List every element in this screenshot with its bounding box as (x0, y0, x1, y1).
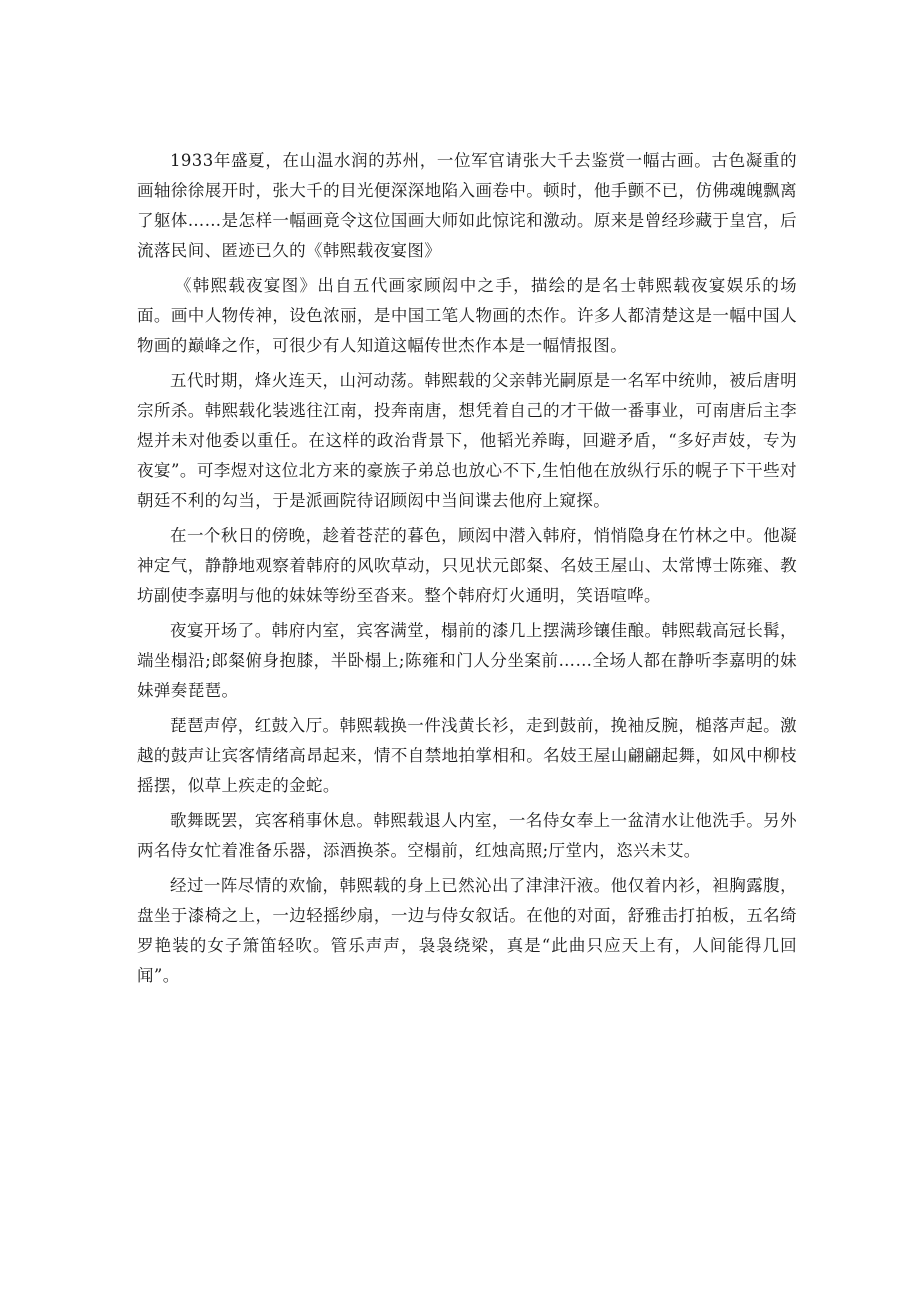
paragraph-8: 经过一阵尽情的欢愉，韩熙载的身上已然沁出了津津汗液。他仅着内衫，袒胸露腹，盘坐于漆椅之上，一边轻摇纱扇，一边与侍女叙话。在他的对面，舒雅击打拍板，五名绮罗艳装的女子箫笛轻吹。管乐声声，袅袅绕梁，真是“此曲只应天上有，人间能得几回闻”。 (137, 876, 797, 985)
paragraph-6: 琵琶声停，红鼓入厅。韩熙载换一件浅黄长衫，走到鼓前，挽袖反腕，槌落声起。激越的鼓声让宾客情绪高昂起来，情不自禁地拍掌相和。名妓王屋山翩翩起舞，如风中柳枝摇摆，似草上疾走的金蛇。 (137, 716, 797, 795)
paragraph-5: 夜宴开场了。韩府内室，宾客满堂，榻前的漆几上摆满珍镶佳酿。韩熙载高冠长髯，端坐榻沿;郎粲俯身抱膝，半卧榻上;陈雍和门人分坐案前……全场人都在静听李嘉明的妹妹弹奏琵琶。 (137, 621, 797, 700)
paragraph-2: 《韩熙载夜宴图》出自五代画家顾闳中之手，描绘的是名士韩熙载夜宴娱乐的场面。画中人物传神，设色浓丽，是中国工笔人物画的杰作。许多人都清楚这是一幅中国人物画的巅峰之作，可很少有人知道这幅传世杰作本是一幅情报图。 (137, 276, 797, 355)
paragraph-1: 1933年盛夏，在山温水润的苏州，一位军官请张大千去鉴赏一幅古画。古色凝重的画轴徐徐展开时，张大千的目光便深深地陷入画卷中。顿时，他手颤不已，仿佛魂魄飘离了躯体……是怎样一幅画竟令这位国画大师如此惊诧和激动。原来是曾经珍藏于皇宫，后流落民间、匿迹已久的《韩熙载夜宴图》 (137, 151, 797, 260)
article-body (137, 146, 797, 996)
paragraph-3: 五代时期，烽火连天，山河动荡。韩熙载的父亲韩光嗣原是一名军中统帅，被后唐明宗所杀。韩熙载化装逃往江南，投奔南唐，想凭着自己的才干做一番事业，可南唐后主李煜并未对他委以重任。在这样的政治背景下，他韬光养晦，回避矛盾，“多好声妓，专为夜宴”。可李煜对这位北方来的豪族子弟总也放心不下,生怕他在放纵行乐的幌子下干些对朝廷不利的勾当，于是派画院待诏顾闳中当间谍去他府上窥探。 (137, 371, 797, 510)
paragraph-7: 歌舞既罢，宾客稍事休息。韩熙载退人内室，一名侍女奉上一盆清水让他洗手。另外两名侍女忙着准备乐器，添酒换茶。空榻前，红烛高照;厅堂内，恣兴未艾。 (137, 811, 797, 860)
paragraph-4: 在一个秋日的傍晚，趁着苍茫的暮色，顾闳中潜入韩府，悄悄隐身在竹林之中。他凝神定气，静静地观察着韩府的风吹草动，只见状元郎粲、名妓王屋山、太常博士陈雍、教坊副使李嘉明与他的妹妹等纷至沓来。整个韩府灯火通明，笑语喧哗。 (137, 526, 797, 605)
